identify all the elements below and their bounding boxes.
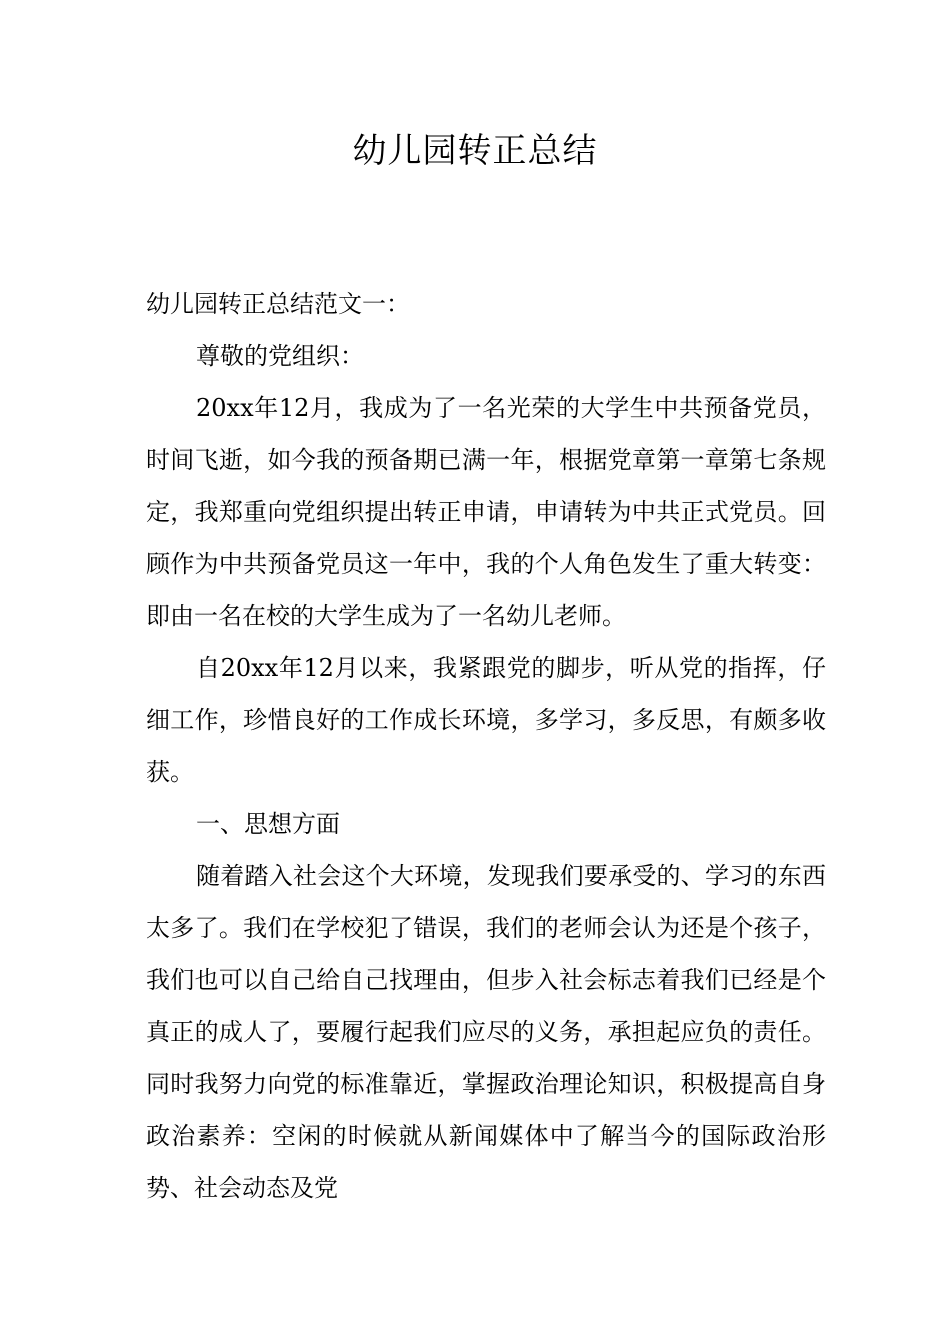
paragraph-salutation: 尊敬的党组织： <box>196 342 364 370</box>
document-body <box>146 278 826 1214</box>
paragraph: 20xx年12月，我成为了一名光荣的大学生中共预备党员，时间飞逝，如今我的预备期已满一年，根据党章第一章第七条规定，我郑重向党组织提出转正申请，申请转为中共正式党员。回顾作为中共预备党员这一年中，我的个人角色发生了重大转变：即由一名在校的大学生成为了一名幼儿老师。 <box>146 394 826 630</box>
document-title: 幼儿园转正总结 <box>352 131 598 171</box>
paragraph: 自20xx年12月以来，我紧跟党的脚步，听从党的指挥，仔细工作，珍惜良好的工作成长环境，多学习，多反思，有颇多收获。 <box>146 654 826 786</box>
paragraph-heading: 幼儿园转正总结范文一： <box>146 290 410 318</box>
section-heading: 一、思想方面 <box>196 810 340 838</box>
paragraph: 随着踏入社会这个大环境，发现我们要承受的、学习的东西太多了。我们在学校犯了错误，我们的老师会认为还是个孩子，我们也可以自己给自己找理由，但步入社会标志着我们已经是个真正的成人了，要履行起我们应尽的义务，承担起应负的责任。同时我努力向党的标准靠近，掌握政治理论知识，积极提高自身政治素养：空闲的时候就从新闻媒体中了解当今的国际政治形势、社会动态及党 <box>146 862 826 1202</box>
